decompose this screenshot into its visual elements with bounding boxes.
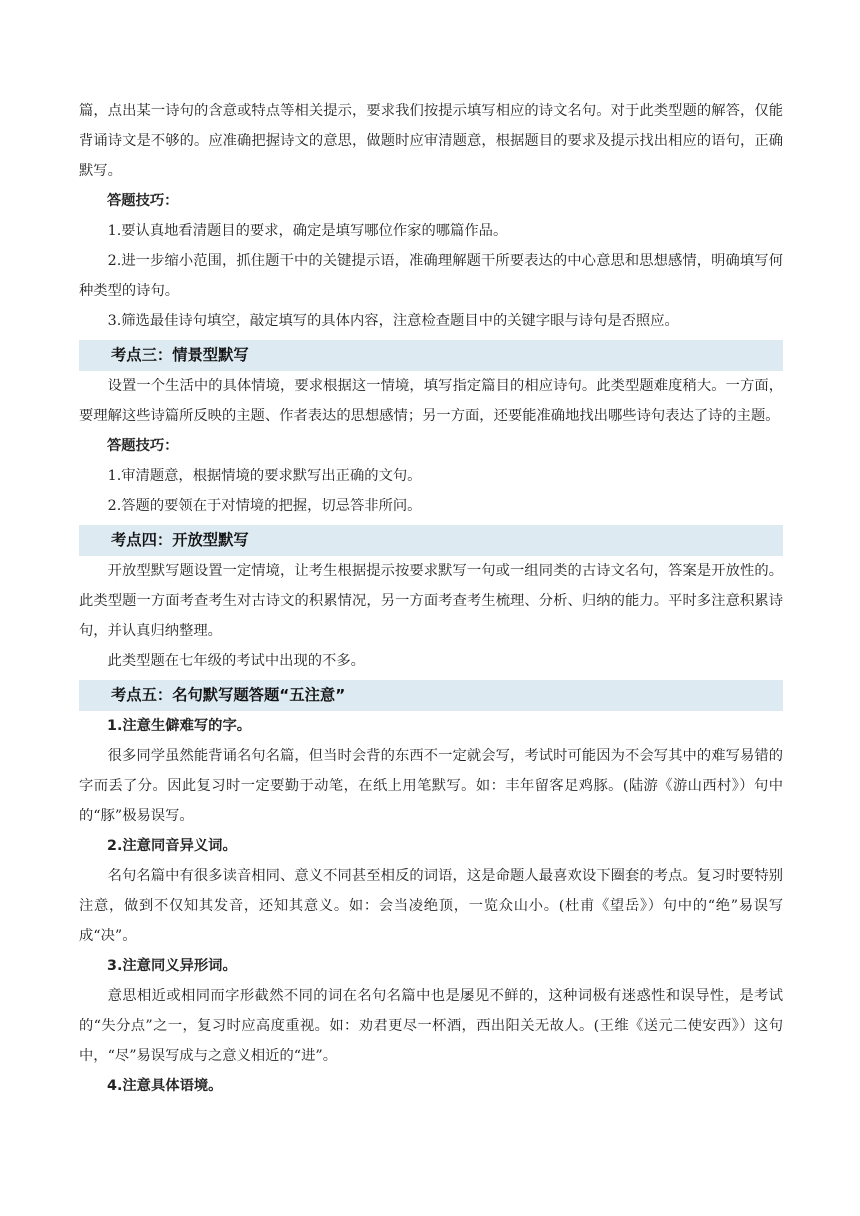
tip-item: 2.进一步缩小范围，抓住题干中的关键提示语，准确理解题干所要表达的中心意思和思想感情，明确填写何种类型的诗句。 <box>79 253 783 299</box>
tip-item: 1.审清题意，根据情境的要求默写出正确的文句。 <box>107 468 422 484</box>
item-body: 意思相近或相同而字形截然不同的词在名句名篇中也是屡见不鲜的，这种词极有迷惑性和误导性，是考试的“失分点”之一，复习时应高度重视。如：劝君更尽一杯酒，西出阳关无故人。(王维《送元二使安西》）这句中，“尽”易误写成与之意义相近的“进”。 <box>79 988 783 1064</box>
section-heading-3: 考点三：情景型默写 <box>79 340 783 371</box>
item-title: 1.注意生僻难写的字。 <box>107 718 252 734</box>
item-body: 名句名篇中有很多读音相同、意义不同甚至相反的词语，这是命题人最喜欢设下圈套的考点。复习时要特别注意，做到不仅知其发音，还知其意义。如：会当凌绝顶，一览众山小。(杜甫《望岳》）句中的“绝”易误写成“决”。 <box>79 868 783 944</box>
section-4-note: 此类型题在七年级的考试中出现的不多。 <box>107 653 365 669</box>
section-3-body: 设置一个生活中的具体情境，要求根据这一情境，填写指定篇目的相应诗句。此类型题难度稍大。一方面，要理解这些诗篇所反映的主题、作者表达的思想感情；另一方面，还要能准确地找出哪些诗句表达了诗的主题。 <box>79 378 783 424</box>
item-title: 2.注意同音异义词。 <box>107 838 237 854</box>
tips-label: 答题技巧： <box>107 193 179 209</box>
item-title: 4.注意具体语境。 <box>107 1078 223 1094</box>
item-title: 3.注意同义异形词。 <box>107 958 237 974</box>
intro-paragraph: 篇，点出某一诗句的含意或特点等相关提示，要求我们按提示填写相应的诗文名句。对于此类型题的解答，仅能背诵诗文是不够的。应准确把握诗文的意思，做题时应审清题意，根据题目的要求及提示找出相应的语句，正确默写。 <box>79 103 783 179</box>
tip-item: 1.要认真地看清题目的要求，确定是填写哪位作家的哪篇作品。 <box>107 223 508 239</box>
section-4-body: 开放型默写题设置一定情境，让考生根据提示按要求默写一句或一组同类的古诗文名句，答案是开放性的。此类型题一方面考查考生对古诗文的积累情况，另一方面考查考生梳理、分析、归纳的能力。平时多注意积累诗句，并认真归纳整理。 <box>79 563 783 639</box>
tips-label: 答题技巧： <box>107 438 179 454</box>
section-heading-5: 考点五：名句默写题答题“五注意” <box>79 680 783 711</box>
item-body: 很多同学虽然能背诵名句名篇，但当时会背的东西不一定就会写，考试时可能因为不会写其中的难写易错的字而丢了分。因此复习时一定要勤于动笔，在纸上用笔默写。如：丰年留客足鸡豚。(陆游《游山西村》）句中的“豚”极易误写。 <box>79 748 783 824</box>
document-content <box>79 96 783 1101</box>
tip-item: 3.筛选最佳诗句填空，敲定填写的具体内容，注意检查题目中的关键字眼与诗句是否照应。 <box>107 313 679 329</box>
section-heading-4: 考点四：开放型默写 <box>79 525 783 556</box>
tip-item: 2.答题的要领在于对情境的把握，切忌答非所问。 <box>107 498 422 514</box>
